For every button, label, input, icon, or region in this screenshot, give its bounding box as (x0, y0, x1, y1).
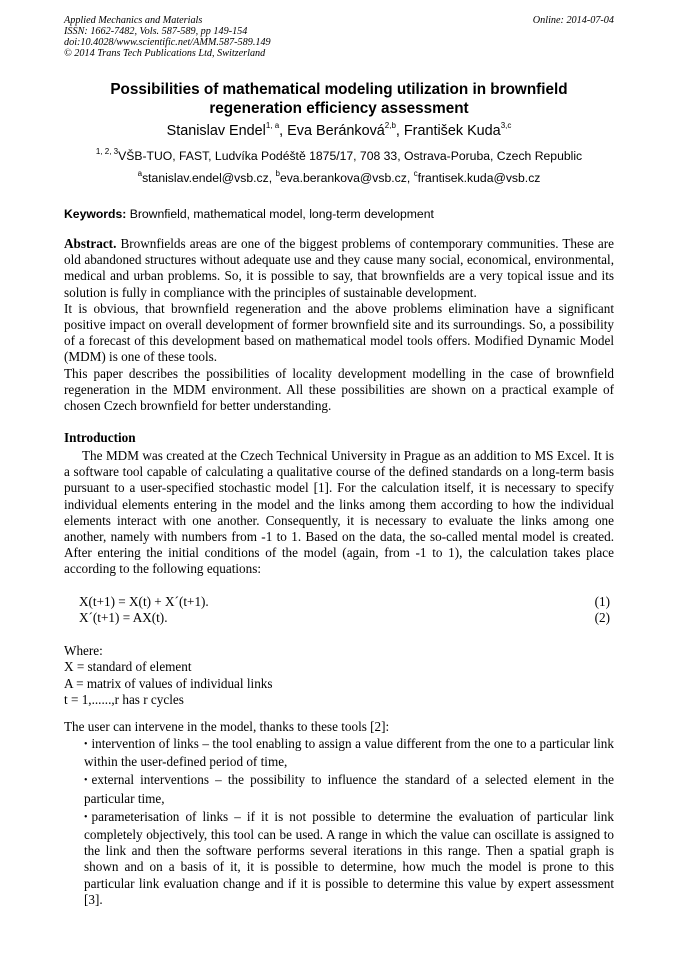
author-name: František Kuda (403, 123, 501, 139)
author-sup: 2,b (384, 121, 396, 131)
bullet-text: external interventions – the possibility to influence the standard of a selected element in the particular time, (84, 772, 614, 806)
where-label: Where: (64, 643, 103, 658)
abstract-paragraph: This paper describes the possibilities of locality development modelling in the case of brownfield regeneration in the MDM environment. All these possibilities are shown on a practical example of chosen Czech brownfield for better understanding. (64, 365, 614, 414)
bullet-item (84, 736, 614, 770)
equation-number: (2) (594, 610, 610, 625)
bullet-item (84, 772, 614, 806)
doi: doi:10.4028/www.scientific.net/AMM.587-589.149 (64, 37, 271, 48)
affiliation-sup: 1, 2, 3 (95, 146, 119, 156)
affiliation (64, 148, 614, 164)
abstract-label: Abstract. (64, 236, 117, 251)
issn: ISSN: 1662-7482, Vols. 587-589, pp 149-154 (64, 26, 248, 37)
email-sup: b (275, 168, 280, 178)
equation-1 (79, 594, 614, 610)
abstract-paragraph: It is obvious, that brownfield regeneration and the above problems elimination have a significant positive impact on overall development of former brownfield site and its surroundings. So, a possibility of a forecast of this development based on mathematical model tools offers. Modified Dynamic Model (MDM) is one of these tools. (64, 300, 614, 365)
email-link[interactable]: eva.berankova@vsb.cz (279, 171, 407, 185)
email-sup: c (413, 168, 418, 178)
paper-title: Possibilities of mathematical modeling utilization in brownfield regeneration efficiency assessment (110, 81, 568, 117)
equation-number: (1) (594, 594, 610, 609)
journal-name: Applied Mechanics and Materials (64, 15, 203, 26)
abstract-text: Brownfields areas are one of the biggest problems of contemporary communities. These are old abandoned structures without adequate use and they cause many social, economical, environmental, medical and urban problems. So, it is possible to say, that brownfields are a very topical issue and its solution is fully in compliance with the principles of sustainable development. (64, 236, 614, 300)
keywords (64, 206, 614, 222)
author-name: Eva Beránková (287, 123, 385, 139)
where-item: t = 1,......,r has r cycles (64, 691, 184, 707)
author-name: Stanislav Endel (166, 123, 266, 139)
author-sup: 3,c (500, 121, 512, 131)
equation-expr: X´(t+1) = AX(t). (79, 610, 168, 625)
journal-header (64, 15, 271, 59)
keywords-label: Keywords: (64, 207, 127, 221)
copyright: © 2014 Trans Tech Publications Ltd, Switzerland (64, 48, 266, 59)
where-item: A = matrix of values of individual links (64, 675, 273, 691)
bullet-text: parameterisation of links – if it is not possible to determine the evaluation of particular link completely objectively, this tool can be used. A range in which the value can oscillate is assigned to the link and then the software performs several iterations in this range. Then a spatial graph is shown and on a basis of it, it is possible to determine, how much the model is prone to this particular link evaluation change and if it is possible to determine this value by expert assessment [3]. (84, 808, 614, 907)
bullet-item (84, 809, 614, 908)
author-sup: 1, a (265, 121, 280, 131)
tools-intro: The user can intervene in the model, thanks to these tools [2]: (64, 719, 390, 734)
email-link[interactable]: stanislav.endel@vsb.cz (142, 171, 269, 185)
bullet-glyph: • (84, 775, 88, 787)
email-list: $^a$stanislav.endel@vsb.cz, $^b$eva.berankova@vsb.cz, $^c$frantisek.kuda@vsb.cz (137, 168, 541, 185)
email-sup: a (137, 168, 143, 178)
intro-paragraph: The MDM was created at the Czech Technical University in Prague as an addition to MS Excel. It is a software tool capable of calculating a qualitative course of the defined standards on a long-term basis pursuant to a user-specified stochastic model [1]. For the calculation itself, it is necessary to specify individual elements entering in the model and the links among them according to how the individual elements interact with one another. Consequently, it is necessary to evaluate the links among one another, namely with numbers from -1 to 1. Based on the data, the so-called mental model is created. After entering the initial conditions of the model (again, from -1 to 1), the calculation takes place according to the following equations: (64, 448, 614, 577)
bullet-glyph: • (84, 739, 88, 750)
abstract-paragraph (64, 236, 614, 301)
bullet-glyph: • (84, 811, 88, 823)
author-list: Stanislav Endel$^{1, a}$, Eva Beránková$^{2,b}$, František Kuda$^{3,c}$ (166, 121, 512, 139)
bullet-text: intervention of links – the tool enabling to assign a value different from the one to a particular link within the user-defined period of time, (84, 736, 614, 770)
email-link[interactable]: frantisek.kuda@vsb.cz (417, 171, 541, 185)
affiliation-text: VŠB-TUO, FAST, Ludvíka Podéště 1875/17, 708 33, Ostrava-Poruba, Czech Republic (118, 149, 583, 163)
where-block (64, 643, 273, 708)
section-heading: Introduction (64, 430, 136, 445)
bullet-list (84, 736, 614, 910)
abstract (64, 236, 614, 414)
where-item: X = standard of element (64, 659, 192, 675)
equation-expr: X(t+1) = X(t) + X´(t+1). (79, 594, 209, 609)
online-date: Online: 2014-07-04 (532, 15, 614, 26)
equation-2 (79, 610, 614, 626)
keywords-text: Brownfield, mathematical model, long-term development (129, 207, 434, 221)
